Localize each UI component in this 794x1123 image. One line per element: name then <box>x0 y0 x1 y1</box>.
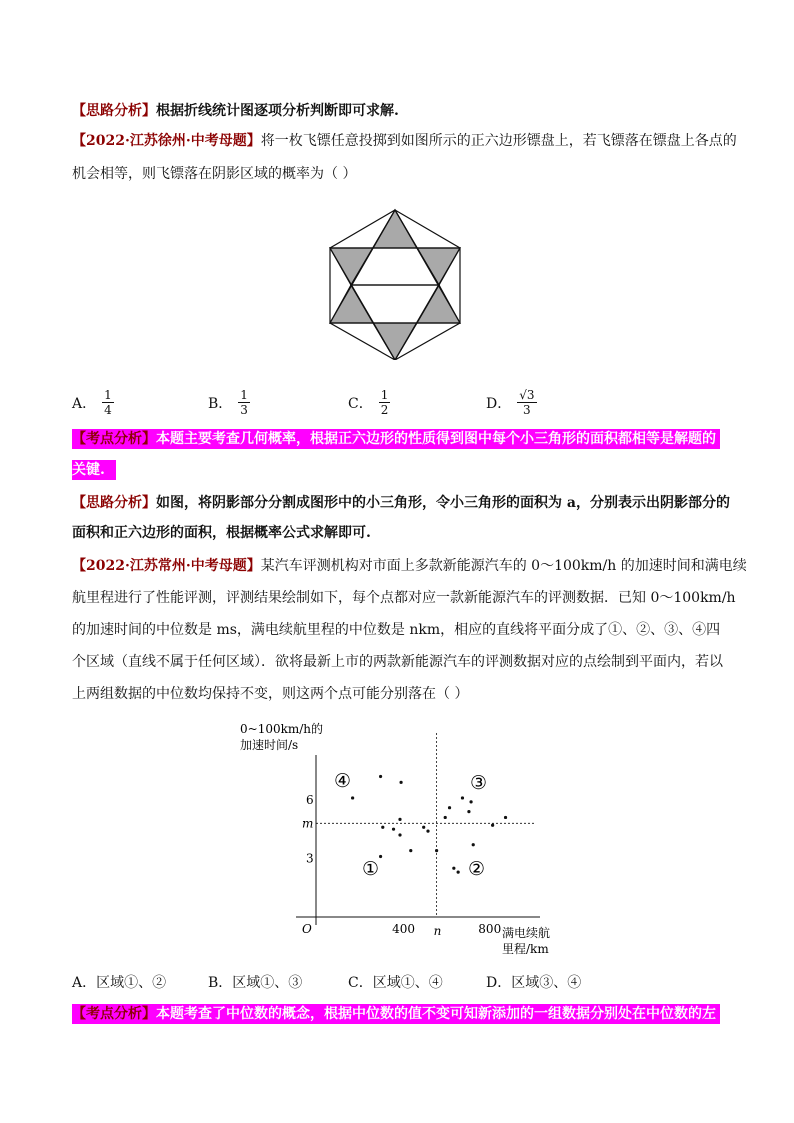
option-text: B．区域①、③ <box>208 975 303 991</box>
think-analysis-2-line-2 <box>72 523 371 543</box>
option-b[interactable] <box>208 388 250 417</box>
highlight-text: 本题考查了中位数的概念，根据中位数的值不变可知新添加的一组数据分别处在中位数的左 <box>156 1006 716 1022</box>
y-label-line-2: 加速时间/s <box>240 738 299 752</box>
region-label-4: ④ <box>334 770 352 792</box>
data-point <box>457 871 460 874</box>
tag-label: 【思路分析】 <box>72 495 156 511</box>
option-label: B． <box>208 395 233 412</box>
fraction: $\frac{√3}{3}$ <box>519 388 535 417</box>
data-point <box>379 855 382 858</box>
shaded-triangle <box>330 248 373 285</box>
origin-label: O <box>302 922 312 936</box>
tag-label: 【思路分析】 <box>72 103 156 119</box>
question-text: 机会相等，则飞镖落在阴影区域的概率为（ ） <box>72 166 357 182</box>
option-text: D．区域③、④ <box>486 975 582 991</box>
data-point <box>398 833 401 836</box>
y-tick-label: m <box>302 816 314 831</box>
source-tag: 【2022·江苏常州·中考母题】 <box>72 558 261 574</box>
data-point <box>452 867 455 870</box>
option-label: D． <box>486 395 512 412</box>
fraction: $\frac{1}{3}$ <box>240 388 248 417</box>
y-tick-label: 6 <box>306 792 314 807</box>
think-analysis-1 <box>72 101 399 121</box>
y-label-line-1: 0~100km/h的 <box>240 722 324 736</box>
fraction: $\frac{1}{4}$ <box>104 388 112 417</box>
x-tick-label: 400 <box>392 922 416 936</box>
shaded-triangle <box>330 285 373 323</box>
region-label-3: ③ <box>470 772 488 794</box>
x-tick-label: 800 <box>478 922 502 936</box>
data-point <box>426 830 429 833</box>
question-text: 将一枚飞镖任意投掷到如图所示的正六边形镖盘上，若飞镖落在镖盘上各点的 <box>260 133 737 149</box>
shaded-triangle <box>417 248 460 285</box>
question-2-line-2 <box>72 588 736 608</box>
option-a[interactable] <box>72 972 166 992</box>
x-tick-label: n <box>433 924 442 938</box>
region-label-1: ① <box>362 858 380 880</box>
x-label-line-2: 里程/km <box>502 942 549 956</box>
tag-label: 【考点分析】 <box>72 431 156 447</box>
question-1-line-2 <box>72 164 356 184</box>
data-point <box>399 781 402 784</box>
data-point <box>472 843 475 846</box>
key-point-analysis-1-line-1 <box>72 429 720 449</box>
option-text: C．区域①、④ <box>348 975 443 991</box>
data-point <box>398 818 401 821</box>
highlight-text: 关键. <box>72 462 105 478</box>
option-c[interactable] <box>348 388 390 417</box>
data-point <box>379 775 382 778</box>
question-text: 航里程进行了性能评测，评测结果绘制如下，每个点都对应一款新能源汽车的评测数据．已知 0～100km/h <box>72 590 736 606</box>
data-point <box>467 810 470 813</box>
paragraph-text: 面积和正六边形的面积，根据概率公式求解即可. <box>72 525 371 541</box>
question-text: 个区域（直线不属于任何区域）．欲将最新上市的两款新能源汽车的评测数据对应的点绘制到平面内，若以 <box>72 654 723 670</box>
y-tick-label: 3 <box>306 851 314 866</box>
option-a[interactable] <box>72 388 114 417</box>
data-point <box>351 796 354 799</box>
key-point-analysis-2 <box>72 1004 720 1024</box>
option-d[interactable] <box>486 388 537 417</box>
option-text: A．区域①、② <box>72 975 167 991</box>
hexagon-dartboard-figure <box>325 205 465 360</box>
option-label: C． <box>348 395 373 412</box>
question-2-line-5 <box>72 684 468 704</box>
shaded-triangle <box>373 210 417 248</box>
key-point-analysis-1-line-2 <box>72 460 116 480</box>
option-c[interactable] <box>348 972 443 992</box>
paragraph-text: 如图，将阴影部分分割成图形中的小三角形，令小三角形的面积为 a，分别表示出阴影部分的 <box>156 495 730 511</box>
data-point <box>504 816 507 819</box>
data-point <box>409 849 412 852</box>
shaded-triangle <box>373 323 417 360</box>
question-2-line-3 <box>72 620 720 640</box>
data-point <box>381 826 384 829</box>
option-d[interactable] <box>486 972 581 992</box>
shaded-triangle <box>417 285 460 323</box>
question-text: 上两组数据的中位数均保持不变，则这两个点可能分别落在（ ） <box>72 686 469 702</box>
question-text: 的加速时间的中位数是 ms，满电续航里程的中位数是 nkm，相应的直线将平面分成了①、②、③、④四 <box>72 622 721 638</box>
data-point <box>444 816 447 819</box>
data-point <box>392 828 395 831</box>
data-point <box>491 824 494 827</box>
option-label: A． <box>72 395 97 412</box>
question-2-line-4 <box>72 652 723 672</box>
data-point <box>422 826 425 829</box>
option-b[interactable] <box>208 972 302 992</box>
think-analysis-2-line-1 <box>72 493 730 513</box>
x-label-line-1: 满电续航 <box>502 926 551 940</box>
question-text: 某汽车评测机构对市面上多款新能源汽车的 0～100km/h 的加速时间和满电续 <box>260 558 747 574</box>
data-point <box>435 849 438 852</box>
source-tag: 【2022·江苏徐州·中考母题】 <box>72 133 261 149</box>
question-1-line-1 <box>72 131 737 151</box>
data-point <box>448 806 451 809</box>
fraction: $\frac{1}{2}$ <box>380 388 389 417</box>
data-point <box>469 800 472 803</box>
region-label-2: ② <box>468 858 486 880</box>
tag-label: 【考点分析】 <box>72 1006 156 1022</box>
highlight-text: 本题主要考查几何概率，根据正六边形的性质得到图中每个小三角形的面积都相等是解题的 <box>156 431 716 447</box>
scatter-chart <box>220 715 590 965</box>
question-2-line-1 <box>72 556 747 576</box>
data-point <box>461 796 464 799</box>
paragraph-text: 根据折线统计图逐项分析判断即可求解. <box>156 103 399 119</box>
